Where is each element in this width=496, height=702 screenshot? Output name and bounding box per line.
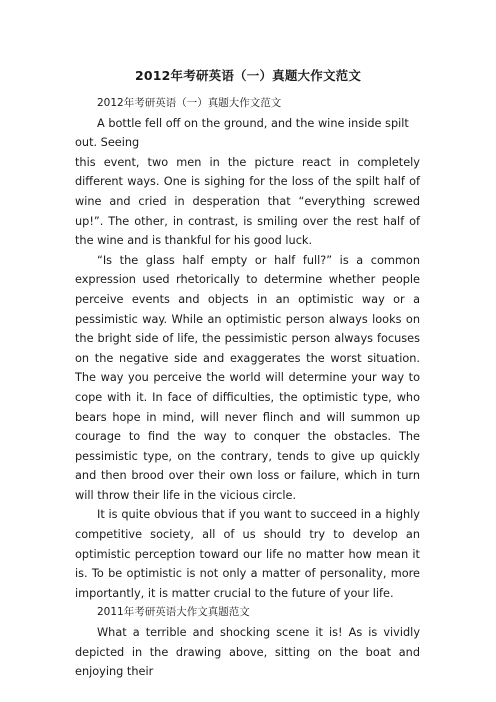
paragraph-2011-opening: What a terrible and shocking scene it is! As is vividly depicted in the drawing above, sitting on the boat and enjoying their (75, 626, 420, 679)
paragraph-description: this event, two men in the picture react in completely different ways. One is sighing for the loss of the spilt half of wine and cried in desperation that “everything screwed up!”. The other, in contrast, is smiling over the rest half of the wine and is thankful for his good luck. (75, 155, 420, 248)
document-body (75, 94, 420, 682)
paragraph-opening-line: A bottle fell off on the ground, and the wine inside spilt out. Seeing (75, 116, 409, 150)
paragraph-argument: “Is the glass half empty or half full?” is a common expression used rhetorically to determine whether people perceive events and objects in an optimistic way or a pessimistic way. While an optimistic person always looks on the bright side of life, the pessimistic person always focuses on the negative side and exaggerates the worst situation. The way you perceive the world will determine your way to cope with it. In face of difficulties, the optimistic type, who bears hope in mind, will never flinch and will summon up courage to find the way to conquer the obstacles. The pessimistic type, on the contrary, tends to give up quickly and then brood over their own loss or failure, which in turn will throw their life in the vicious circle. (75, 253, 420, 502)
paragraph-conclusion: It is quite obvious that if you want to succeed in a highly competitive society, all of us should try to develop an optimistic perception toward our life no matter how mean it is. To be optimistic is not only a matter of personality, more importantly, it is matter crucial to the future of your life. (75, 508, 420, 600)
section-heading-2011: 2011年考研英语大作文真题范文 (97, 606, 250, 619)
document-title: 2012年考研英语（一）真题大作文范文 (134, 68, 362, 83)
section-heading-2012: 2012年考研英语（一）真题大作文范文 (97, 97, 282, 109)
